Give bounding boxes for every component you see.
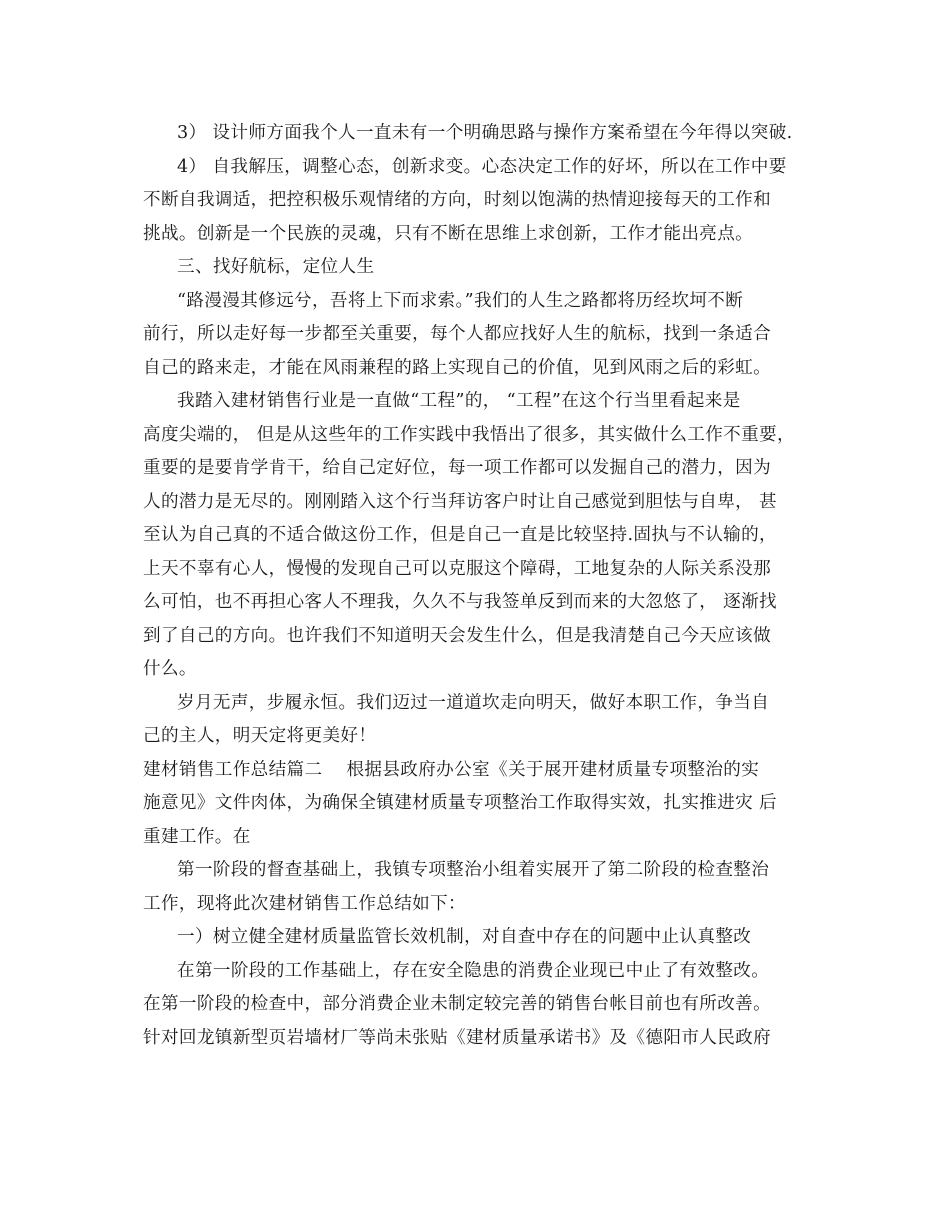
text-line: 不断自我调适，把控积极乐观情绪的方向，时刻以饱满的热情迎接每天的工作和	[143, 190, 772, 210]
section-heading: 一）树立健全建材质量监管长效机制，对自查中存在的问题中止认真整改	[177, 927, 752, 947]
text-line: 重要的是要肯学肯干，给自己定好位，每一项工作都可以发掘自己的潜力，因为	[143, 458, 772, 478]
document-body	[143, 117, 811, 1055]
text-line: 到了自己的方向。也许我们不知道明天会发生什么，但是我清楚自己今天应该做	[143, 625, 772, 646]
text-line: 什么。	[143, 659, 197, 679]
text-line: 第一阶段的督查基础上，我镇专项整治小组着实展开了第二阶段的检查整治	[177, 860, 770, 880]
text-line: 自己的路来走，才能在风雨兼程的路上实现自己的价值，见到风雨之后的彩虹。	[143, 357, 772, 378]
text-line: 工作，现将此次建材销售工作总结如下：	[143, 893, 466, 914]
text-line: 己的主人，明天定将更美好！	[143, 726, 377, 746]
text-line: 我踏入建材销售行业是一直做“工程”的， “工程”在这个行当里看起来是	[177, 391, 741, 411]
text-line: 重建工作。在	[143, 826, 251, 847]
text-line: 在第一阶段的检查中，部分消费企业未制定较完善的销售台帐目前也有所改善。	[143, 994, 772, 1014]
article-title-line	[143, 754, 811, 788]
text-line: 前行，所以走好每一步都至关重要，每个人都应找好人生的航标，找到一条适合	[143, 324, 772, 344]
text-line: 高度尖端的， 但是从这些年的工作实践中我悟出了很多，其实做什么工作不重要，	[143, 424, 795, 445]
text-line: 针对回龙镇新型页岩墙材厂等尚未张贴《建材质量承诺书》及《德阳市人民政府	[143, 1027, 772, 1048]
text-line: 岁月无声，步履永恒。我们迈过一道道坎走向明天，做好本职工作，争当自	[177, 692, 770, 713]
article-intro: 根据县政府办公室《关于展开建材质量专项整治的实	[346, 759, 760, 780]
text-line: 至认为自己真的不适合做这份工作，但是自己一直是比较坚持.固执与不认输的，	[143, 525, 777, 545]
article-title: 建材销售工作总结篇二	[143, 759, 323, 780]
text-line: 3） 设计师方面我个人一直未有一个明确思路与操作方案希望在今年得以突破.	[177, 123, 793, 143]
text-line: 4） 自我解压，调整心态，创新求变。心态决定工作的好坏，所以在工作中要	[177, 156, 787, 177]
text-line: “路漫漫其修远兮，吾将上下而求索。”我们的人生之路都将历经坎坷不断	[177, 290, 744, 311]
text-line: 在第一阶段的工作基础上，存在安全隐患的消费企业现已中止了有效整改。	[177, 960, 770, 981]
text-line: 挑战。创新是一个民族的灵魂，只有不断在思维上求创新，工作才能出亮点。	[143, 223, 754, 244]
text-line: 施意见》文件肉体，为确保全镇建材质量专项整治工作取得实效，扎实推进灾 后	[143, 793, 777, 813]
text-line: 上天不辜有心人，慢慢的发现自己可以克服这个障碍，工地复杂的人际关系没那	[143, 558, 772, 579]
text-line: 么可怕，也不再担心客人不理我，久久不与我签单反到而来的大忽悠了， 逐渐找	[143, 592, 777, 612]
section-heading: 三、找好航标，定位人生	[177, 257, 375, 277]
text-line: 人的潜力是无尽的。刚刚踏入这个行当拜访客户时让自己感觉到胆怯与自卑， 甚	[143, 491, 777, 512]
